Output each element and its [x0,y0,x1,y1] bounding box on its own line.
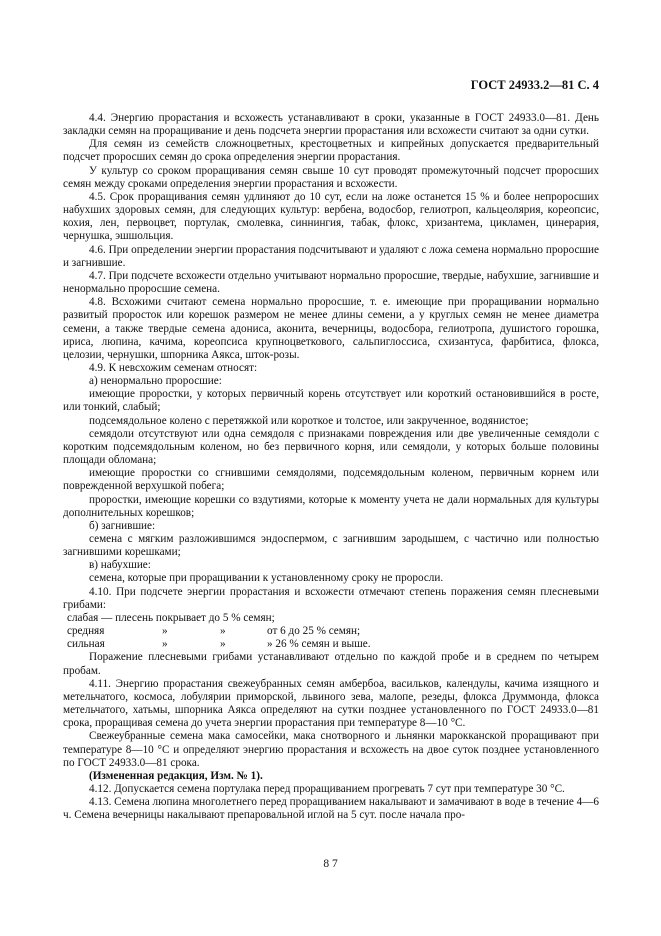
mold-cell: » [220,638,226,651]
paragraph: Для семян из семейств сложноцветных, крестоцветных и кипрейных допускается предварительный подсчет проросших семян до срока определения энергии прорастания. [63,138,599,164]
paragraph: 4.5. Срок проращивания семян удлиняют до 10 сут, если на ложе останется 15 % и более непроросших набухших здоровых семян, для следующих культур: вербена, водосбор, гелиотроп, кальцеолярия, кореопсис, кохия, лен, первоцвет, портулак, смолевка, синнингия, табак, флокс, хризантема, цикламен, цинерария, чернушка, эшшольция. [63,190,599,243]
paragraph: в) набухшие: [89,559,151,572]
paragraph: 4.8. Всхожими считают семена нормально проросшие, т. е. имеющие при проращивании нормально развитый проросток или корешок размером не менее длины семени, а у круглых семян не менее диаметра семени, а также твердые семена адониса, аконита, вечерницы, водосбора, гелиотропа, душистого горошка, ириса, люпина, качима, кореопсиса крупноцветкового, сальпиглоссиса, схизантуса, фарбитиса, флокса, целозии, чернушки, шпорника Аякса, шток-розы. [63,296,599,361]
mold-cell: » 26 % семян и выше. [267,638,371,651]
mold-cell: сильная [67,638,105,651]
edition-note: (Измененная редакция, Изм. № 1). [89,769,263,782]
paragraph: 4.7. При подсчете всхожести отдельно учитывают нормально проросшие, твердые, набухшие, загнившие и ненормально проросшие семена. [63,269,599,296]
document-body [63,112,599,822]
paragraph: 4.13. Семена люпина многолетнего перед проращиванием накалывают и замачивают в воде в течение 4—6 ч. Семена вечерницы накалывают препаровальной иглой на 5 сут. после начала про- [63,796,599,822]
paragraph: семена, которые при проращивании к установленному сроку не проросли. [89,572,444,585]
paragraph: имеющие проростки со сгнившими семядолями, подсемядольным коленом, первичным корнем или поврежденной верхушкой побега; [63,467,599,493]
mold-cell: средняя [67,625,105,638]
mold-cell: » [162,638,168,651]
mold-cell: » [220,625,226,638]
paragraph: 4.9. К невсхожим семенам относят: [89,361,258,374]
paragraph: Свежеубранные семена мака самосейки, мака снотворного и льнянки марокканской проращивают при температуре 8—10 °С и определяют энергию прорастания и всхожесть на двое суток позднее установленного по ГОСТ 24933.0—81 срока. [63,730,599,769]
paragraph: б) загнившие: [89,519,156,532]
mold-cell: слабая — плесень покрывает до 5 % семян; [67,611,275,624]
mold-cell: » [162,625,168,638]
paragraph: подсемядольное колено с перетяжкой или короткое и толстое, или закрученное, водянистое; [89,414,529,427]
mold-row [67,638,599,651]
page-header: ГОСТ 24933.2—81 С. 4 [470,78,599,92]
paragraph: семядоли отсутствуют или одна семядоля с признаками повреждения или две увеличенные семядоли с коротким подсемядольным коленом, но без первичного корня, или семядоли, у которых больше половины площади обломана; [63,427,599,467]
paragraph: семена с мягким разложившимся эндоспермом, с загнившим зародышем, с частично или полностью загнившими корешками; [63,533,599,559]
paragraph: Поражение плесневыми грибами устанавливают отдельно по каждой пробе и в среднем по четырем пробам. [63,651,599,677]
paragraph: 4.6. При определении энергии прорастания подсчитывают и удаляют с ложа семена нормально проросшие и загнившие. [63,243,599,269]
paragraph: проростки, имеющие корешки со вздутиями, которые к моменту учета не дали нормальных для культуры дополнительных корешков; [63,493,599,519]
paragraph: 4.12. Допускается семена портулака перед проращиванием прогревать 7 сут при температуре 30 °С. [89,782,565,795]
paragraph: имеющие проростки, у которых первичный корень отсутствует или короткий остановившийся в росте, или тонкий, слабый; [63,388,599,414]
mold-row [67,625,599,638]
mold-row [67,612,599,625]
paragraph: 4.11. Энергию прорастания свежеубранных семян амбербоа, васильков, календулы, качима изящного и метельчатого, космоса, лобулярии приморской, львиного зева, малопе, резеды, флокса Друммонда, флокса метельчатого, хатьмы, шпорника Аякса определяют на сутки позднее установленного по ГОСТ 24933.0—81 срока, проращивая семена до учета энергии прорастания при температуре 8—10 °С. [63,677,599,730]
page-number: 8 7 [323,858,338,870]
paragraph: 4.4. Энергию прорастания и всхожесть устанавливают в сроки, указанные в ГОСТ 24933.0—81. День закладки семян на проращивание и день подсчета энергии прорастания или всхожести считают за одни сутки. [63,112,599,138]
paragraph: 4.10. При подсчете энергии прорастания и всхожести отмечают степень поражения семян плесневыми грибами: [63,585,599,611]
paragraph: а) ненормально проросшие: [89,375,222,388]
mold-cell: от 6 до 25 % семян; [267,625,361,638]
mold-degree-table [63,612,599,651]
paragraph: У культур со сроком проращивания семян свыше 10 сут проводят промежуточный подсчет проросших семян между сроками определения энергии прорастания и всхожести. [63,164,599,190]
